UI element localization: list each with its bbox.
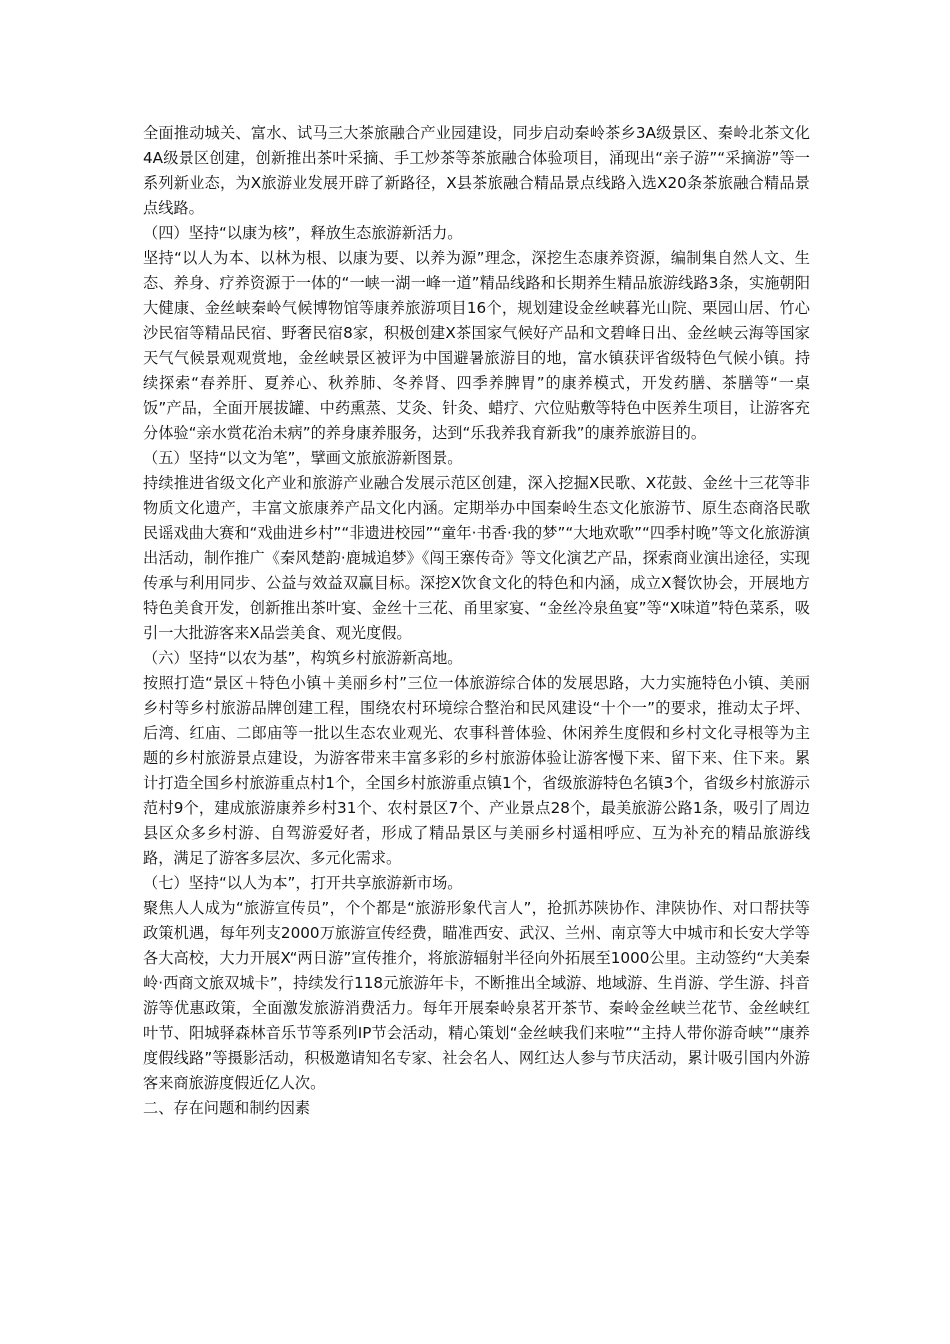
document-body bbox=[143, 121, 810, 1121]
heading-section-6: （六）坚持“以农为基”，构筑乡村旅游新高地。 bbox=[143, 649, 463, 667]
para-tea-tourism: 全面推动城关、富水、试马三大茶旅融合产业园建设，同步启动秦岭茶乡3A级景区、秦岭北茶文化4A级景区创建，创新推出茶叶采摘、手工炒茶等茶旅融合体验项目，涌现出“亲子游”“采摘游”等一系列新业态，为X旅游业发展开辟了新路径，X县茶旅融合精品景点线路入选X20条茶旅融合精品景点线路。 bbox=[143, 124, 810, 217]
heading-section-5: （五）坚持“以文为笔”，擘画文旅旅游新图景。 bbox=[143, 449, 463, 467]
para-culture-tourism: 持续推进省级文化产业和旅游产业融合发展示范区创建，深入挖掘X民歌、X花鼓、金丝十三花等非物质文化遗产，丰富文旅康养产品文化内涵。定期举办中国秦岭生态文化旅游节、原生态商洛民歌民谣戏曲大赛和“戏曲进乡村”“非遗进校园”“童年·书香·我的梦”“大地欢歌”“四季村晚”等文化旅游演出活动，制作推广《秦风楚韵·鹿城追梦》《闯王寨传奇》等文化演艺产品，探索商业演出途径，实现传承与利用同步、公益与效益双赢目标。深挖X饮食文化的特色和内涵，成立X餐饮协会，开展地方特色美食开发，创新推出茶叶宴、金丝十三花、甬里家宴、“金丝冷泉鱼宴”等“X味道”特色菜系，吸引一大批游客来X品尝美食、观光度假。 bbox=[143, 474, 810, 642]
heading-section-7: （七）坚持“以人为本”，打开共享旅游新市场。 bbox=[143, 874, 463, 892]
heading-section-4: （四）坚持“以康为核”，释放生态旅游新活力。 bbox=[143, 224, 463, 242]
para-rural-tourism: 按照打造“景区＋特色小镇＋美丽乡村”三位一体旅游综合体的发展思路，大力实施特色小镇、美丽乡村等乡村旅游品牌创建工程，围绕农村环境综合整治和民风建设“十个一”的要求，推动太子坪、后湾、红庙、二郎庙等一批以生态农业观光、农事科普体验、休闲养生度假和乡村文化寻根等为主题的乡村旅游景点建设，为游客带来丰富多彩的乡村旅游体验让游客慢下来、留下来、住下来。累计打造全国乡村旅游重点村1个，全国乡村旅游重点镇1个，省级旅游特色名镇3个，省级乡村旅游示范村9个，建成旅游康养乡村31个、农村景区7个、产业景点28个，最美旅游公路1条，吸引了周边县区众多乡村游、自驾游爱好者，形成了精品景区与美丽乡村遥相呼应、互为补充的精品旅游线路，满足了游客多层次、多元化需求。 bbox=[143, 674, 810, 867]
heading-part-2: 二、存在问题和制约因素 bbox=[143, 1099, 311, 1117]
para-tourism-marketing: 聚焦人人成为“旅游宣传员”，个个都是“旅游形象代言人”，抢抓苏陕协作、津陕协作、对口帮扶等政策机遇，每年列支2000万旅游宣传经费，瞄准西安、武汉、兰州、南京等大中城市和长安大学等各大高校，大力开展X“两日游”宣传推介，将旅游辐射半径向外拓展至1000公里。主动签约“大美秦岭·西商文旅双城卡”，持续发行118元旅游年卡，不断推出全域游、地域游、生肖游、学生游、抖音游等优惠政策，全面激发旅游消费活力。每年开展秦岭泉茗开茶节、秦岭金丝峡兰花节、金丝峡红叶节、阳城驿森林音乐节等系列IP节会活动，精心策划“金丝峡我们来啦”“主持人带你游奇峡”“康养度假线路”等摄影活动，积极邀请知名专家、社会名人、网红达人参与节庆活动，累计吸引国内外游客来商旅游度假近亿人次。 bbox=[143, 899, 810, 1092]
para-health-tourism: 坚持“以人为本、以林为根、以康为要、以养为源”理念，深挖生态康养资源，编制集自然人文、生态、养身、疗养资源于一体的“一峡一湖一峰一道”精品线路和长期养生精品旅游线路3条，实施朝阳大健康、金丝峡秦岭气候博物馆等康养旅游项目16个，规划建设金丝峡暮光山院、栗园山居、竹心沙民宿等精品民宿、野奢民宿8家，积极创建X茶国家气候好产品和文碧峰日出、金丝峡云海等国家天气气候景观观赏地，金丝峡景区被评为中国避暑旅游目的地，富水镇获评省级特色气候小镇。持续探索“春养肝、夏养心、秋养肺、冬养肾、四季养脾胃”的康养模式，开发药膳、茶膳等“一桌饭”产品，全面开展拔罐、中药熏蒸、艾灸、针灸、蜡疗、穴位贴敷等特色中医养生项目，让游客充分体验“亲水赏花治未病”的养身康养服务，达到“乐我养我育新我”的康养旅游目的。 bbox=[143, 249, 810, 442]
